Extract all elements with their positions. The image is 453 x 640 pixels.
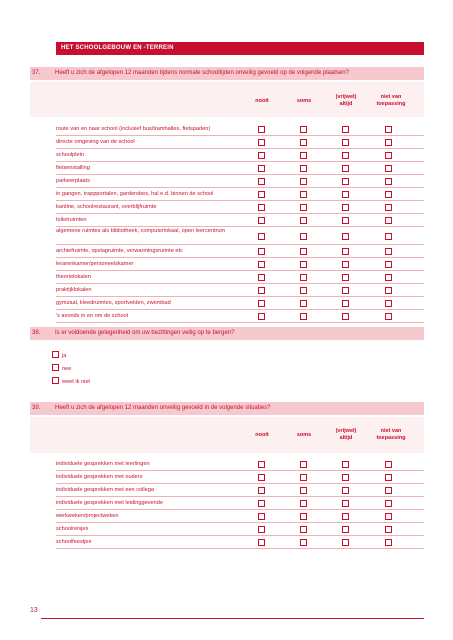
question-row <box>56 136 424 149</box>
question-37-bar <box>30 67 424 80</box>
answer-checkbox[interactable] <box>258 204 265 211</box>
question-row <box>56 271 424 284</box>
row-label: lerarenkamer/personeelskamer <box>56 261 134 267</box>
answer-checkbox[interactable] <box>258 539 265 546</box>
row-label: schoolreisjes <box>56 526 89 532</box>
answer-checkbox[interactable] <box>385 152 392 159</box>
answer-checkbox[interactable] <box>258 126 265 133</box>
row-label: in gangen, trappportalen, garderobes, hal e.d. binnen de school <box>56 191 214 197</box>
answer-checkbox[interactable] <box>342 178 349 185</box>
answer-checkbox[interactable] <box>258 152 265 159</box>
answer-checkbox[interactable] <box>300 500 307 507</box>
answer-checkbox[interactable] <box>385 287 392 294</box>
answer-checkbox[interactable] <box>342 139 349 146</box>
answer-checkbox[interactable] <box>300 178 307 185</box>
page-number: 13 <box>30 607 38 614</box>
answer-checkbox[interactable] <box>300 313 307 320</box>
answer-checkbox[interactable] <box>385 191 392 198</box>
answer-checkbox[interactable] <box>385 539 392 546</box>
answer-checkbox[interactable] <box>258 178 265 185</box>
answer-checkbox[interactable] <box>258 217 265 224</box>
option-ja[interactable] <box>52 352 66 359</box>
answer-checkbox[interactable] <box>300 539 307 546</box>
answer-checkbox[interactable] <box>258 461 265 468</box>
checkbox[interactable] <box>52 377 59 384</box>
answer-checkbox[interactable] <box>385 233 392 240</box>
answer-checkbox[interactable] <box>342 474 349 481</box>
question-number: 39. <box>32 405 41 411</box>
question-row <box>56 201 424 214</box>
row-label: schoolfeestjes <box>56 539 92 545</box>
answer-checkbox[interactable] <box>300 474 307 481</box>
question-row <box>56 310 424 323</box>
option-label: nee <box>62 365 72 372</box>
question-row <box>56 536 424 549</box>
question-row <box>56 123 424 136</box>
answer-checkbox[interactable] <box>300 217 307 224</box>
question-text: Heeft u zich de afgelopen 12 maanden onveilig gevoeld in de volgende situaties? <box>55 405 271 411</box>
question-row <box>56 297 424 310</box>
answer-checkbox[interactable] <box>385 261 392 268</box>
col-header-soms: soms <box>296 98 312 104</box>
row-label: parkeerplaats <box>56 178 90 184</box>
answer-checkbox[interactable] <box>300 487 307 494</box>
answer-checkbox[interactable] <box>385 178 392 185</box>
answer-checkbox[interactable] <box>300 204 307 211</box>
answer-checkbox[interactable] <box>342 126 349 133</box>
answer-checkbox[interactable] <box>258 248 265 255</box>
col-header-soms: soms <box>296 432 312 438</box>
row-label: route van en naar school (inclusief bus/tramhaltes, fietspaden) <box>56 126 211 132</box>
answer-checkbox[interactable] <box>258 300 265 307</box>
answer-checkbox[interactable] <box>342 487 349 494</box>
question-row <box>56 284 424 297</box>
answer-checkbox[interactable] <box>300 274 307 281</box>
answer-checkbox[interactable] <box>385 204 392 211</box>
answer-checkbox[interactable] <box>385 165 392 172</box>
question-row <box>56 227 424 245</box>
answer-checkbox[interactable] <box>342 152 349 159</box>
question-row <box>56 258 424 271</box>
answer-checkbox[interactable] <box>300 191 307 198</box>
answer-checkbox[interactable] <box>258 233 265 240</box>
answer-checkbox[interactable] <box>342 313 349 320</box>
question-row <box>56 484 424 497</box>
row-label: theorielokalen <box>56 274 91 280</box>
answer-checkbox[interactable] <box>342 191 349 198</box>
question-row <box>56 188 424 201</box>
answer-checkbox[interactable] <box>342 287 349 294</box>
col-header-nooit: nooit <box>255 432 269 438</box>
answer-checkbox[interactable] <box>342 217 349 224</box>
answer-checkbox[interactable] <box>300 261 307 268</box>
row-label: werkweken/projectweken <box>56 513 119 519</box>
question-38-bar <box>30 327 424 340</box>
answer-checkbox[interactable] <box>385 274 392 281</box>
col-header-vrijwel-altijd: (vrijwel) altijd <box>335 428 357 441</box>
answer-checkbox[interactable] <box>258 165 265 172</box>
answer-checkbox[interactable] <box>300 513 307 520</box>
col-header-vrijwel-altijd: (vrijwel) altijd <box>335 94 357 107</box>
question-row <box>56 471 424 484</box>
question-row <box>56 175 424 188</box>
row-label: 's avonds in en om de school <box>56 313 128 319</box>
row-label: toiletruimten <box>56 217 87 223</box>
row-label: individuele gesprekken met leidinggevende <box>56 500 163 506</box>
answer-checkbox[interactable] <box>385 500 392 507</box>
answer-checkbox[interactable] <box>258 500 265 507</box>
answer-checkbox[interactable] <box>342 513 349 520</box>
answer-checkbox[interactable] <box>258 191 265 198</box>
answer-checkbox[interactable] <box>300 461 307 468</box>
answer-checkbox[interactable] <box>342 539 349 546</box>
answer-checkbox[interactable] <box>342 248 349 255</box>
question-text: Heeft u zich de afgelopen 12 maanden tijdens normale schooltijden onveilig gevoeld op de volgende plaatsen? <box>55 70 349 76</box>
answer-checkbox[interactable] <box>385 248 392 255</box>
answer-checkbox[interactable] <box>342 500 349 507</box>
answer-checkbox[interactable] <box>342 300 349 307</box>
answer-checkbox[interactable] <box>300 287 307 294</box>
answer-checkbox[interactable] <box>258 487 265 494</box>
answer-checkbox[interactable] <box>385 313 392 320</box>
answer-checkbox[interactable] <box>342 204 349 211</box>
question-number: 38. <box>32 330 41 336</box>
row-label: individuele gesprekken met ouders <box>56 474 143 480</box>
answer-checkbox[interactable] <box>385 139 392 146</box>
question-39-bar <box>30 402 424 415</box>
answer-checkbox[interactable] <box>342 165 349 172</box>
row-label: praktijklokalen <box>56 287 92 293</box>
answer-checkbox[interactable] <box>300 233 307 240</box>
answer-checkbox[interactable] <box>300 300 307 307</box>
question-row <box>56 497 424 510</box>
answer-checkbox[interactable] <box>385 513 392 520</box>
section-title: HET SCHOOLGEBOUW EN -TERREIN <box>56 42 424 55</box>
answer-checkbox[interactable] <box>342 461 349 468</box>
option-nee[interactable] <box>52 365 71 372</box>
row-label: individuele gesprekken met leerlingen <box>56 461 150 467</box>
answer-checkbox[interactable] <box>385 474 392 481</box>
option-weet-ik-niet[interactable] <box>52 378 90 385</box>
answer-checkbox[interactable] <box>300 139 307 146</box>
question-text: Is er voldoende gelegenheid om uw bezittingen veilig op te bergen? <box>55 330 235 336</box>
answer-checkbox[interactable] <box>258 274 265 281</box>
answer-checkbox[interactable] <box>342 233 349 240</box>
question-row <box>56 458 424 471</box>
answer-checkbox[interactable] <box>258 287 265 294</box>
row-label: schoolplein <box>56 152 84 158</box>
answer-checkbox[interactable] <box>258 313 265 320</box>
col-header-niet-van-toepassing: niet van toepassing <box>376 94 406 107</box>
answer-checkbox[interactable] <box>258 261 265 268</box>
question-row <box>56 523 424 536</box>
question-number: 37. <box>32 70 41 76</box>
answer-checkbox[interactable] <box>300 126 307 133</box>
answer-checkbox[interactable] <box>258 526 265 533</box>
answer-checkbox[interactable] <box>300 165 307 172</box>
row-label: archiefruimte, opslagruimte, verwarmingsruimte etc <box>56 248 183 254</box>
answer-checkbox[interactable] <box>342 274 349 281</box>
answer-checkbox[interactable] <box>385 461 392 468</box>
footer-rule <box>41 618 424 619</box>
answer-checkbox[interactable] <box>385 487 392 494</box>
answer-checkbox[interactable] <box>385 526 392 533</box>
option-label: weet ik niet <box>62 378 90 385</box>
question-row <box>56 162 424 175</box>
question-row <box>56 510 424 523</box>
row-label: fietsenstalling <box>56 165 90 171</box>
answer-checkbox[interactable] <box>258 139 265 146</box>
question-row <box>56 149 424 162</box>
q37-column-header-panel <box>30 82 424 117</box>
answer-checkbox[interactable] <box>258 474 265 481</box>
row-label: algemene ruimtes als bibliotheek, computerlokaal, open leercentrum <box>56 228 226 234</box>
row-label: individuele gesprekken met een collega <box>56 487 154 493</box>
checkbox[interactable] <box>52 364 59 371</box>
option-label: ja <box>62 352 67 359</box>
answer-checkbox[interactable] <box>342 526 349 533</box>
answer-checkbox[interactable] <box>385 217 392 224</box>
col-header-niet-van-toepassing: niet van toepassing <box>376 428 406 441</box>
answer-checkbox[interactable] <box>385 300 392 307</box>
answer-checkbox[interactable] <box>300 248 307 255</box>
answer-checkbox[interactable] <box>385 126 392 133</box>
answer-checkbox[interactable] <box>300 526 307 533</box>
answer-checkbox[interactable] <box>342 261 349 268</box>
q39-column-header-panel <box>30 417 424 453</box>
answer-checkbox[interactable] <box>258 513 265 520</box>
col-header-nooit: nooit <box>255 98 269 104</box>
answer-checkbox[interactable] <box>300 152 307 159</box>
row-label: directe omgeving van de school <box>56 139 135 145</box>
question-row <box>56 245 424 258</box>
question-row <box>56 214 424 227</box>
row-label: kantine, schoolrestaurant, overblijfruimte <box>56 204 157 210</box>
row-label: gymzaal, kleedruimtes, sportvelden, zwembad <box>56 300 171 306</box>
checkbox[interactable] <box>52 351 59 358</box>
